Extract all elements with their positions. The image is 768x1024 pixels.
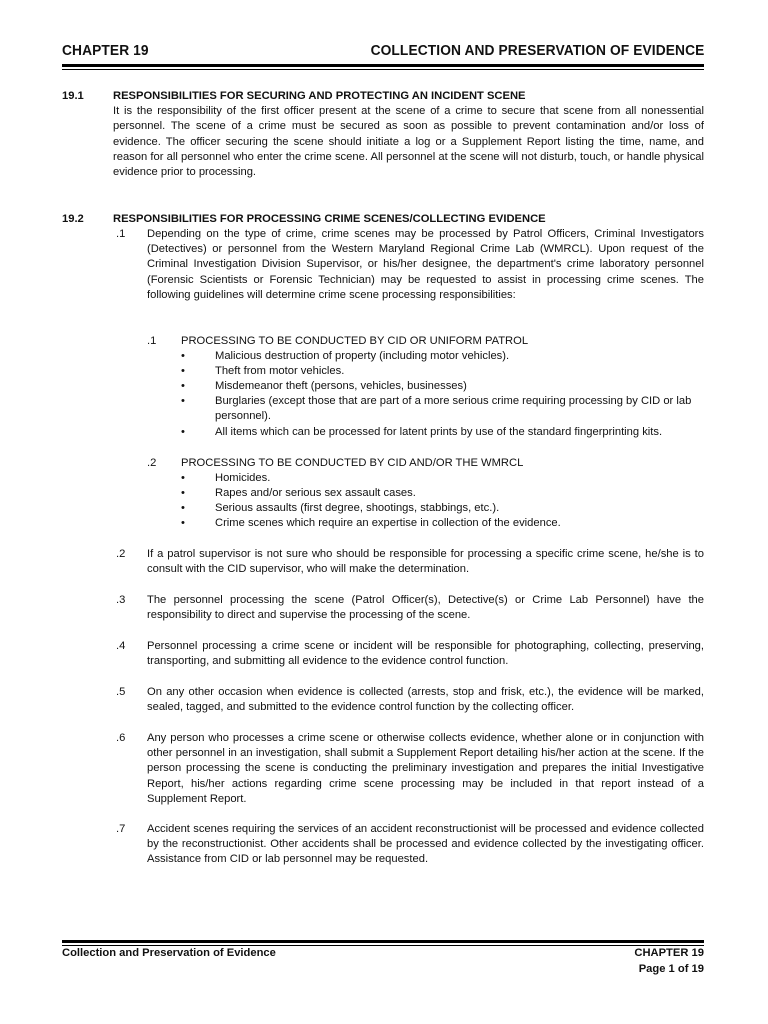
header-title: COLLECTION AND PRESERVATION OF EVIDENCE	[370, 43, 704, 59]
bullet-icon: •	[181, 365, 185, 377]
footer-chapter: CHAPTER 19	[634, 947, 704, 959]
subsection-number: .1	[147, 335, 157, 347]
bullet-text: Theft from motor vehicles.	[215, 365, 345, 377]
bullet-text: Crime scenes which require an expertise in collection of the evidence.	[215, 517, 561, 529]
bullet-icon: •	[181, 502, 185, 514]
bullet-text: Misdemeanor theft (persons, vehicles, businesses)	[215, 380, 467, 392]
bullet-text: Rapes and/or serious sex assault cases.	[215, 487, 416, 499]
section-title: RESPONSIBILITIES FOR PROCESSING CRIME SCENES/COLLECTING EVIDENCE	[113, 213, 546, 225]
section-number: 19.2	[62, 213, 84, 225]
item-text: The personnel processing the scene (Patrol Officer(s), Detective(s) or Crime Lab Personnel) have the responsibility to direct and supervise the processing of the scene.	[147, 594, 704, 622]
subsection-title: PROCESSING TO BE CONDUCTED BY CID AND/OR THE WMRCL	[181, 457, 524, 469]
section-number: 19.1	[62, 90, 84, 102]
subsection-title: PROCESSING TO BE CONDUCTED BY CID OR UNIFORM PATROL	[181, 335, 529, 347]
bullet-icon: •	[181, 426, 185, 438]
section-paragraph: It is the responsibility of the first officer present at the scene of a crime to secure that scene from all nonessential personnel. The scene of a crime must be secured as soon as possible to prevent contamination and/or loss of evidence. The officer securing the scene should initiate a log or a Supplement Report listing the time, name, and reason for all personnel who enter the crime scene. All personnel at the scene will not disturb, touch, or handle physical evidence prior to processing.	[113, 105, 704, 179]
footer-rule	[62, 940, 704, 943]
item-number: .5	[116, 686, 126, 698]
bullet-text: All items which can be processed for latent prints by use of the standard fingerprinting kits.	[215, 426, 663, 438]
item-number: .6	[116, 732, 126, 744]
item-number: .4	[116, 640, 126, 652]
item-number: .7	[116, 823, 126, 835]
bullet-text: Serious assaults (first degree, shootings, stabbings, etc.).	[215, 502, 500, 514]
footer-title: Collection and Preservation of Evidence	[62, 947, 276, 959]
section-title: RESPONSIBILITIES FOR SECURING AND PROTECTING AN INCIDENT SCENE	[113, 90, 526, 102]
item-number: .1	[116, 228, 126, 240]
header-chapter: CHAPTER 19	[62, 43, 149, 59]
bullet-icon: •	[181, 487, 185, 499]
page-number: Page 1 of 19	[638, 963, 704, 975]
item-number: .3	[116, 594, 126, 606]
page-header	[62, 43, 704, 59]
item-number: .2	[116, 548, 126, 560]
item-text: Any person who processes a crime scene or otherwise collects evidence, whether alone or in conjunction with other personnel in an investigation, shall submit a Supplement Report detailing his/her action at the scene. If the person processing the scene is conducting the preliminary investigation and prepares the initial Investigative Report, his/her actions regarding crime scene processing may be included in that report instead of a Supplement Report.	[147, 732, 704, 805]
item-text: If a patrol supervisor is not sure who should be responsible for processing a specific crime scene, he/she is to consult with the CID supervisor, who will make the determination.	[147, 548, 704, 576]
footer-rule-thin	[62, 945, 704, 946]
item-text: On any other occasion when evidence is collected (arrests, stop and frisk, etc.), the evidence will be marked, sealed, tagged, and submitted to the evidence control function by the collecting officer.	[147, 686, 704, 714]
bullet-icon: •	[181, 350, 185, 362]
header-rule	[62, 64, 704, 67]
item-text: Personnel processing a crime scene or incident will be responsible for photographing, collecting, preserving, transporting, and submitting all evidence to the evidence control function.	[147, 640, 704, 668]
item-text: Depending on the type of crime, crime scenes may be processed by Patrol Officers, Criminal Investigators (Detectives) or personnel from the Western Maryland Regional Crime Lab (WMRCL). Upon request of the Criminal Investigation Division Supervisor, or his/her designee, the department's crime laboratory personnel (Forensic Scientists or Forensic Technician) may be requested to assist in processing crime scenes. The following guidelines will determine crime scene processing responsibilities:	[147, 228, 704, 301]
bullet-icon: •	[181, 517, 185, 529]
bullet-icon: •	[181, 395, 185, 407]
header-rule-thin	[62, 69, 704, 70]
subsection-number: .2	[147, 457, 157, 469]
bullet-icon: •	[181, 380, 185, 392]
item-text: Accident scenes requiring the services of an accident reconstructionist will be processed and evidence collected by the reconstructionist. Other accidents shall be processed and evidence collected by the investigating officer. Assistance from CID or lab personnel may be requested.	[147, 823, 704, 866]
bullet-icon: •	[181, 472, 185, 484]
bullet-text: Burglaries (except those that are part of a more serious crime requiring processing by CID or lab personnel).	[215, 395, 692, 423]
bullet-text: Malicious destruction of property (including motor vehicles).	[215, 350, 510, 362]
bullet-text: Homicides.	[215, 472, 271, 484]
